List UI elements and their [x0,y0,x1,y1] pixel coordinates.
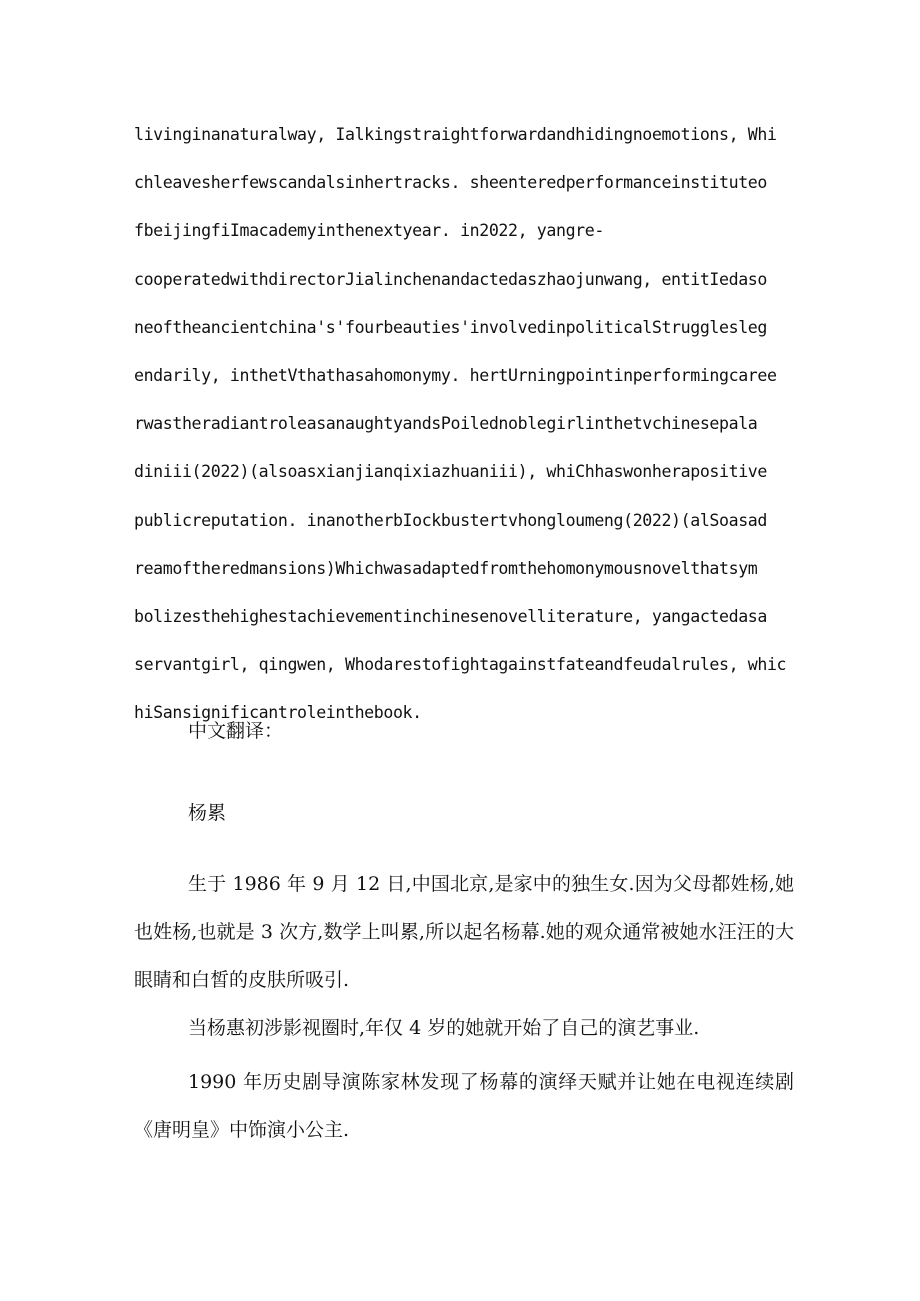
english-line: endarily, inthetVthathasahomonymy. hertUrningpointinperformingcaree [134,365,777,385]
english-line: fbeijingfiImacademyinthenextyear. in2022, yangre- [134,221,604,241]
chinese-paragraph: 当杨惠初涉影视圈时,年仅 4 岁的她就开始了自己的演艺事业. [188,1017,700,1039]
chinese-paragraph: 1990 年历史剧导演陈家林发现了杨幕的演绎天赋并让她在电视连续剧《唐明皇》中饰演小公主. [134,1071,794,1141]
english-line: servantgirl, qingwen, Whodarestofightagainstfateandfeudalrules, whic [134,655,787,675]
chinese-name-heading: 杨累 [188,802,227,824]
english-line: diniii(2022)(alsoasxianjianqixiazhuaniii), whiChhaswonherapositive [134,462,767,482]
english-paragraph [134,116,794,742]
chinese-paragraph: 生于 1986 年 9 月 12 日,中国北京,是家中的独生女.因为父母都姓杨,她也姓杨,也就是 3 次方,数学上叫累,所以起名杨幕.她的观众通常被她水汪汪的大眼睛和白皙的皮肤所吸引. [134,873,794,991]
english-line: rwastheradiantroleasanaughtyandsPoilednoblegirlinthetvchinesepala [134,414,758,434]
chinese-translation-heading: 中文翻译： [188,720,284,742]
english-line: publicreputation. inanotherbIockbustertvhongloumeng(2022)(alSoasad [134,510,767,530]
english-line: livinginanaturalway, Ialkingstraightforwardandhidingnoemotions, Whi [134,125,777,144]
english-line: chleavesherfewscandalsinhertracks. sheenteredperformanceinstituteo [134,173,767,193]
english-line: bolizesthehighestachievementinchinesenovelliterature, yangactedasa [134,606,767,626]
english-line: hiSansignificantroleinthebook. [134,703,422,723]
english-line: neoftheancientchina's'fourbeauties'involvedinpoliticalStrugglesleg [134,317,767,337]
english-line: cooperatedwithdirectorJialinchenandactedaszhaojunwang, entitIedaso [134,269,767,289]
english-line: reamoftheredmansions)Whichwasadaptedfromthehomonymousnovelthatsym [134,558,758,578]
